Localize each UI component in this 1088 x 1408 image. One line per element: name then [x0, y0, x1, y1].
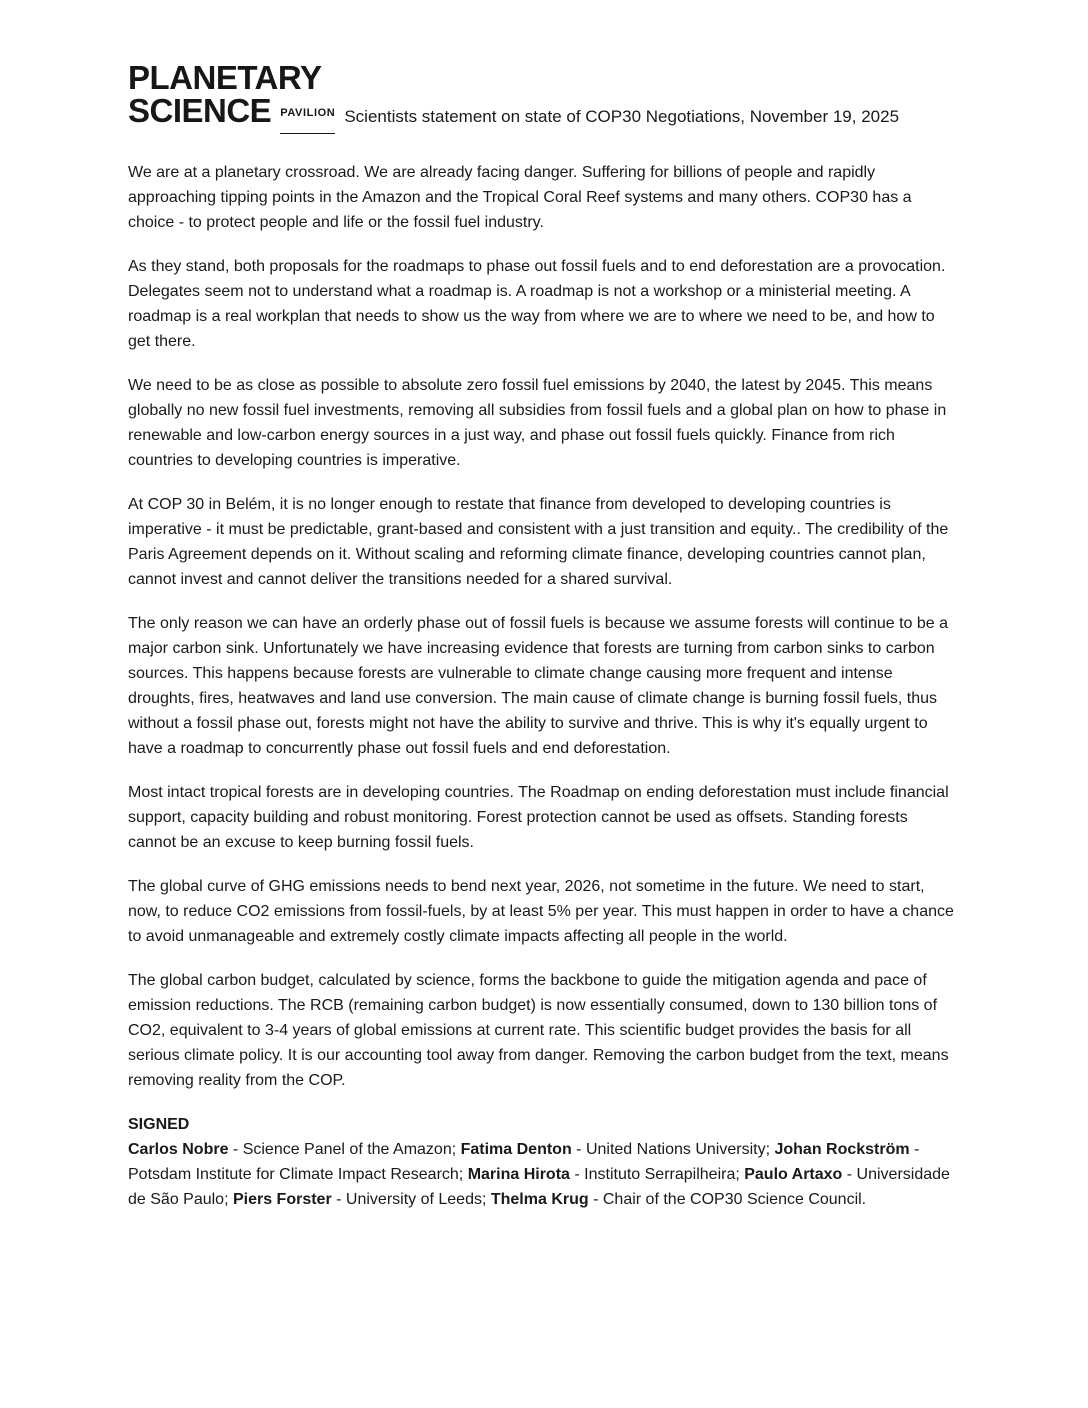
document-header — [128, 59, 960, 140]
signed-heading: SIGNED — [128, 1116, 190, 1133]
logo-word-science: SCIENCE — [128, 92, 272, 129]
signatory-name: Carlos Nobre — [128, 1141, 229, 1158]
document-title: Scientists statement on state of COP30 Negotiations, November 19, 2025 — [344, 107, 900, 126]
signatory-name: Johan Rockström — [774, 1141, 910, 1158]
signatories-paragraph — [128, 1137, 960, 1212]
signatory-affiliation: - Potsdam Institute for Climate Impact Research; — [128, 1141, 920, 1183]
signatory-affiliation: - Chair of the COP30 Science Council. — [588, 1191, 867, 1208]
logo-tagline-pavilion: PAVILION — [280, 97, 335, 134]
statement-paragraph: Most intact tropical forests are in developing countries. The Roadmap on ending deforestation must include financial support, capacity building and robust monitoring. Forest protection cannot be used as offsets. Standing forests cannot be an excuse to keep burning fossil fuels. — [128, 784, 949, 851]
statement-paragraph: We need to be as close as possible to absolute zero fossil fuel emissions by 2040, the latest by 2045. This means globally no new fossil fuel investments, removing all subsidies from fossil fuels and a global plan on how to phase in renewable and low-carbon energy sources in a just way, and phase out fossil fuels quickly. Finance from rich countries to developing countries is imperative. — [128, 377, 947, 469]
statement-paragraph: As they stand, both proposals for the roadmaps to phase out fossil fuels and to end deforestation are a provocation. Delegates seem not to understand what a roadmap is. A roadmap is not a workshop or a ministerial meeting. A roadmap is a real workplan that needs to show us the way from where we are to where we need to be, and how to get there. — [128, 258, 946, 350]
statement-paragraph: The global curve of GHG emissions needs to bend next year, 2026, not sometime in the future. We need to start, now, to reduce CO2 emissions from fossil-fuels, by at least 5% per year. This must happen in order to have a chance to avoid unmanageable and extremely costly climate impacts affecting all people in the world. — [128, 878, 954, 945]
signatory-name: Fatima Denton — [460, 1141, 572, 1158]
signatory-name: Paulo Artaxo — [744, 1166, 843, 1183]
logo-title-row — [128, 94, 960, 140]
signatory-name: Thelma Krug — [490, 1191, 589, 1208]
signatory-affiliation: - United Nations University; — [571, 1141, 775, 1158]
paragraphs-container — [128, 160, 960, 1093]
signed-section — [128, 1112, 960, 1212]
statement-paragraph: At COP 30 in Belém, it is no longer enough to restate that finance from developed to developing countries is imperative - it must be predictable, grant-based and consistent with a just transition and equity.. The credibility of the Paris Agreement depends on it. Without scaling and reforming climate finance, developing countries cannot plan, cannot invest and cannot deliver the transitions needed for a shared survival. — [128, 496, 949, 588]
statement-paragraph: The global carbon budget, calculated by science, forms the backbone to guide the mitigation agenda and pace of emission reductions. The RCB (remaining carbon budget) is now essentially consumed, down to 130 billion tons of CO2, equivalent to 3-4 years of global emissions at current rate. This scientific budget provides the basis for all serious climate policy. It is our accounting tool away from danger. Removing the carbon budget from the text, means removing reality from the COP. — [128, 972, 949, 1089]
signatory-affiliation: - Universidade de São Paulo; — [128, 1166, 950, 1208]
statement-paragraph: We are at a planetary crossroad. We are already facing danger. Suffering for billions of people and rapidly approaching tipping points in the Amazon and the Tropical Coral Reef systems and many others. COP30 has a choice - to protect people and life or the fossil fuel industry. — [128, 164, 912, 231]
signatory-name: Marina Hirota — [467, 1166, 570, 1183]
signatory-affiliation: - Science Panel of the Amazon; — [228, 1141, 461, 1158]
planetary-science-logo — [128, 59, 960, 140]
signatory-affiliation: - University of Leeds; — [331, 1191, 491, 1208]
statement-body — [128, 160, 960, 1212]
logo-word-planetary: PLANETARY — [128, 59, 322, 96]
signatory-name: Piers Forster — [232, 1191, 332, 1208]
signatory-affiliation: - Instituto Serrapilheira; — [569, 1166, 745, 1183]
statement-paragraph: The only reason we can have an orderly phase out of fossil fuels is because we assume forests will continue to be a major carbon sink. Unfortunately we have increasing evidence that forests are turning from carbon sinks to carbon sources. This happens because forests are vulnerable to climate change causing more frequent and intense droughts, fires, heatwaves and land use conversion. The main cause of climate change is burning fossil fuels, thus without a fossil phase out, forests might not have the ability to survive and thrive. This is why it's equally urgent to have a roadmap to concurrently phase out fossil fuels and end deforestation. — [128, 615, 949, 757]
